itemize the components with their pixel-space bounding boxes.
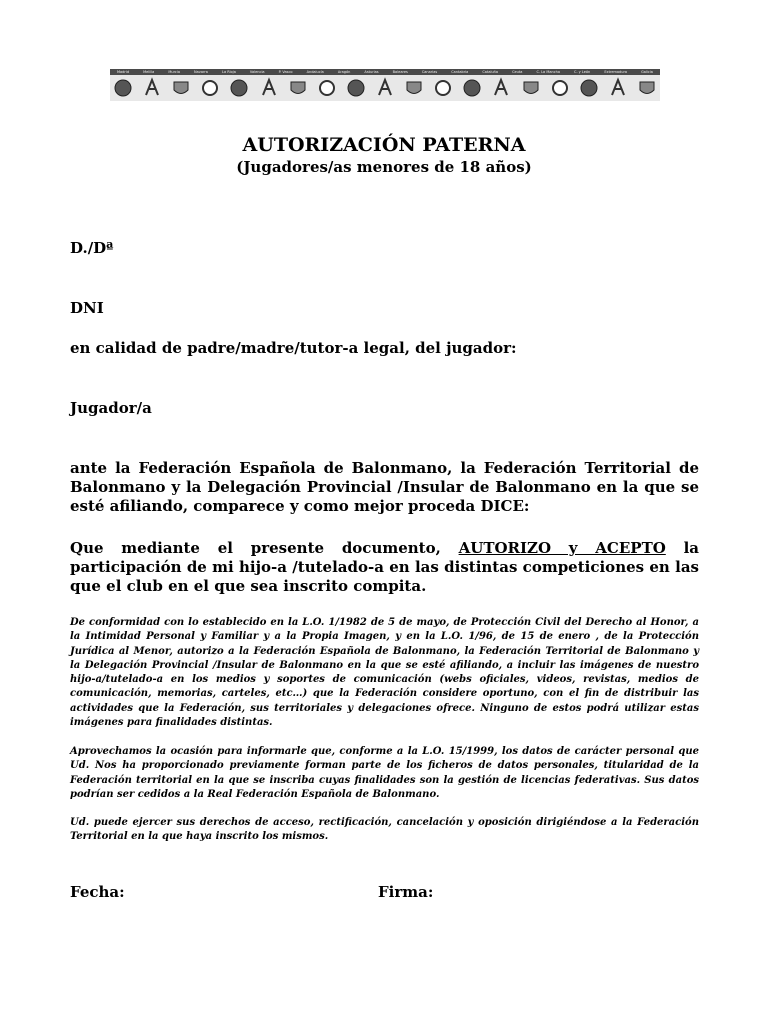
federation-emblems-row — [112, 77, 658, 99]
federation-name: Galicia — [641, 70, 653, 74]
federation-name: Ceuta — [512, 70, 523, 74]
authorization-rest: la participación de mi hijo-a /tutelado-a en las distintas competiciones en las que el club en el que sea inscrito compita. — [70, 539, 699, 595]
capacity-statement: en calidad de padre/madre/tutor-a legal, del jugador: — [70, 339, 517, 357]
federation-names-bar — [110, 69, 660, 75]
madrid-emblem — [112, 77, 134, 99]
valencia-emblem — [258, 77, 280, 99]
signature-label: Firma: — [378, 883, 434, 901]
andalucia-emblem — [316, 77, 338, 99]
castilla-lamancha-emblem — [549, 77, 571, 99]
cataluna-emblem — [490, 77, 512, 99]
authorization-intro: Que mediante el presente documento, — [70, 539, 459, 557]
document-title: AUTORIZACIÓN PATERNA — [242, 134, 526, 156]
federation-name: C. y León — [574, 70, 591, 74]
ceuta-emblem — [520, 77, 542, 99]
federation-name: Madrid — [117, 70, 130, 74]
image-rights-clause: De conformidad con lo establecido en la L.O. 1/1982 de 5 de mayo, de Protección Civil del Derecho al Honor, a la Intimidad Personal y Familiar y a la Propia Imagen, y en la L.O. 1/96, de 15 de enero , de la Protección Jurídica al Menor, autorizo a la Federación Española de Balonmano, la Federación Territorial de Balonmano y la Delegación Provincial /Insular de Balonmano en la que se esté afiliando, a incluir las imágenes de nuestro hijo-a/tutelado-a en los medios y soportes de comunicación (webs oficiales, videos, revistas, medios de comunicación, memorias, carteles, etc…) que la Federación considere oportuno, con el fin de distribuir las actividades que la Federación, sus territoriales y delegaciones ofrece. Ninguno de estos podrá utilizar estas imágenes para finalidades distintas. — [70, 617, 699, 729]
asturias-emblem — [374, 77, 396, 99]
data-protection-clause: Aprovechamos la ocasión para informarle que, conforme a la L.O. 15/1999, los datos de carácter personal que Ud. Nos ha proporcionado previamente forman parte de los ficheros de datos personales, titularidad de la Federación territorial en la que se inscriba cuyas finalidades son la gestión de licencias federativas. Sus datos podrían ser cedidos a la Real Federación Española de Balonmano. — [70, 746, 699, 800]
federation-name: Baleares — [392, 70, 408, 74]
federation-name: Valencia — [249, 70, 265, 74]
baleares-emblem — [403, 77, 425, 99]
cantabria-emblem — [461, 77, 483, 99]
parent-name-label: D./Dª — [70, 239, 114, 257]
pvasco-emblem — [287, 77, 309, 99]
melilla-emblem — [141, 77, 163, 99]
federation-name: Aragón — [337, 70, 351, 74]
navarra-emblem — [199, 77, 221, 99]
federation-name: Cantabria — [451, 70, 469, 74]
date-label: Fecha: — [70, 883, 125, 901]
arco-rights-clause: Ud. puede ejercer sus derechos de acceso, rectificación, cancelación y oposición dirigiéndose a la Federación Territorial en la que haya inscrito los mismos. — [70, 817, 699, 843]
federations-logo-strip — [110, 69, 660, 101]
federation-name: Asturias — [364, 70, 379, 74]
federation-name: Cataluña — [482, 70, 499, 74]
appearance-paragraph: ante la Federación Española de Balonmano, la Federación Territorial de Balonmano y la Delegación Provincial /Insular de Balonmano en la que se esté afiliando, comparece y como mejor proceda DICE: — [70, 459, 699, 515]
document-subtitle: (Jugadores/as menores de 18 años) — [236, 158, 532, 176]
federation-name: Extremadura — [604, 70, 628, 74]
federation-name: Canarias — [421, 70, 438, 74]
aragon-emblem — [345, 77, 367, 99]
authorization-emphasis: AUTORIZO y ACEPTO — [458, 539, 666, 557]
federation-name: Andalucía — [306, 70, 324, 74]
federation-name: La Rioja — [222, 70, 236, 74]
castilla-leon-emblem — [578, 77, 600, 99]
galicia-emblem — [636, 77, 658, 99]
federation-name: P. Vasco — [278, 70, 293, 74]
murcia-emblem — [170, 77, 192, 99]
extremadura-emblem — [607, 77, 629, 99]
dni-label: DNI — [70, 299, 104, 317]
federation-name: Melilla — [143, 70, 155, 74]
rioja-emblem — [228, 77, 250, 99]
federation-name: Murcia — [168, 70, 180, 74]
authorization-paragraph — [70, 539, 699, 596]
canarias-emblem — [432, 77, 454, 99]
federation-name: Navarra — [194, 70, 208, 74]
federation-name: C. La Mancha — [536, 70, 560, 74]
player-label: Jugador/a — [70, 399, 152, 417]
